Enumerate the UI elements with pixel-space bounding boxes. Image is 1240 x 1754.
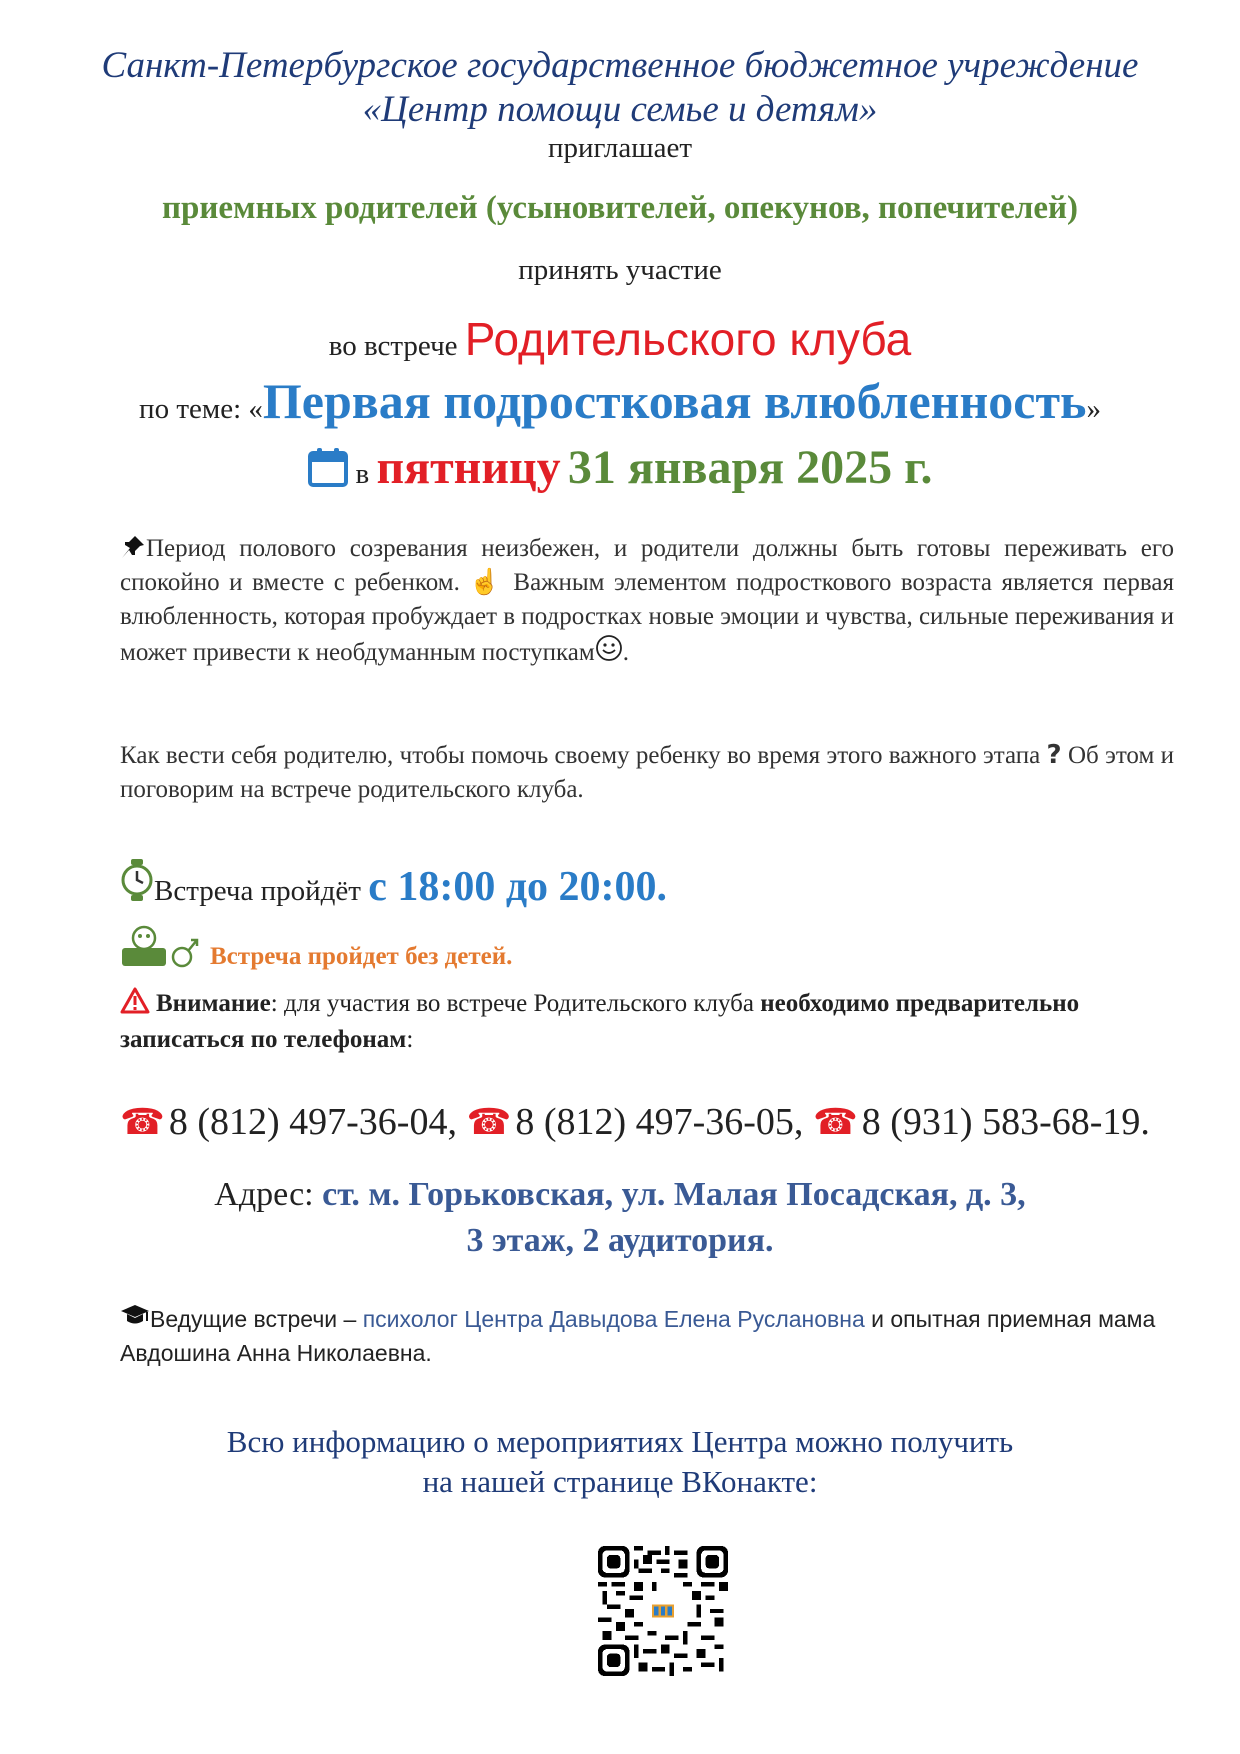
phone-icon: ☎ (466, 1102, 512, 1142)
calendar-icon (308, 447, 348, 487)
phone-list (120, 1100, 1150, 1144)
address-label: Адрес: (214, 1176, 323, 1213)
description-paragraph (120, 532, 1174, 670)
host-name-1: Давыдова Елена Руслановна (549, 1306, 865, 1332)
time-prefix: Встреча пройдёт (154, 875, 369, 907)
time-line (120, 858, 667, 911)
description-end: . (622, 639, 629, 666)
question-mark-icon: ? (1046, 740, 1062, 770)
date-prefix: в (355, 458, 377, 490)
phone-number-1[interactable]: 8 (812) 497-36-04, (168, 1101, 457, 1143)
question-text: Как вести себя родителю, чтобы помочь своему ребенку во время этого важного этапа (120, 742, 1041, 769)
topic-title: Первая подростковая влюбленность (262, 373, 1087, 429)
attention-bold-text: необходимо предварительно записаться по телефонам (120, 990, 1080, 1053)
smile-icon (595, 634, 623, 662)
meeting-line (0, 312, 1240, 366)
topic-line (0, 372, 1240, 430)
phone-number-2[interactable]: 8 (812) 497-36-05, (515, 1101, 804, 1143)
no-kids-text: Встреча пройдет без детей. (210, 943, 513, 970)
family-icon (120, 924, 200, 970)
take-part-text: принять участие (518, 254, 722, 286)
address-line2: 3 этаж, 2 аудитория. (466, 1222, 774, 1259)
date-line (0, 440, 1240, 495)
club-name: Родительского клуба (464, 313, 912, 365)
hosts-role: психолог Центра (362, 1306, 550, 1332)
time-value: с 18:00 до 20:00. (368, 864, 668, 910)
topic-suffix: » (1086, 393, 1101, 425)
hosts-prefix: Ведущие встречи – (150, 1306, 363, 1332)
clock-icon (120, 858, 154, 902)
hosts-rest: и опытная приемная мама Авдошина Анна Николаевна. (120, 1306, 1156, 1366)
attention-label: Внимание (156, 990, 271, 1017)
address-value: ст. м. Горьковская, ул. Малая Посадская, д. 3, (322, 1176, 1026, 1213)
phone-number-3[interactable]: 8 (931) 583-68-19. (861, 1101, 1150, 1143)
address-line1 (0, 1176, 1240, 1214)
warning-icon (120, 987, 150, 1014)
audience-text: приемных родителей (усыновителей, опекунов, попечителей) (161, 190, 1079, 226)
hosts-line (120, 1302, 1160, 1370)
description-text: Период полового созревания неизбежен, и родители должны быть готовы переживать его спокойно и вместе с ребенком. ☝ Важным элементом подросткового возраста является первая влюбленность, которая пробуждает в подростках новые эмоции и чувства, сильные переживания и может привести к необдуманным поступкам (120, 535, 1175, 666)
date-value: 31 января 2025 г. (567, 441, 933, 494)
vk-info-line2: на нашей странице ВКонакте: (422, 1464, 818, 1499)
attention-text: : для участия во встрече Родительского клуба (270, 990, 761, 1017)
topic-prefix: по теме: « (139, 393, 263, 425)
question-paragraph (120, 738, 1174, 807)
attention-block (120, 986, 1120, 1058)
organization-name-line2: «Центр помощи семье и детям» (362, 89, 878, 130)
graduation-cap-icon (120, 1303, 150, 1329)
no-kids-line (120, 924, 512, 971)
organization-name-line1: Санкт-Петербургское государственное бюджетное учреждение (101, 45, 1139, 86)
invites-text: приглашает (547, 132, 693, 164)
qr-code[interactable] (598, 1546, 728, 1676)
attention-end: : (406, 1026, 414, 1053)
pushpin-icon (120, 534, 146, 560)
date-day: пятницу (376, 441, 561, 494)
meeting-prefix: во встрече (328, 330, 465, 362)
phone-icon: ☎ (120, 1102, 165, 1142)
vk-info-line1: Всю информацию о мероприятиях Центра можно получить (226, 1424, 1014, 1459)
phone-icon: ☎ (812, 1102, 858, 1142)
question-followup: Об этом и поговорим на встрече родительского клуба. (120, 742, 1174, 803)
